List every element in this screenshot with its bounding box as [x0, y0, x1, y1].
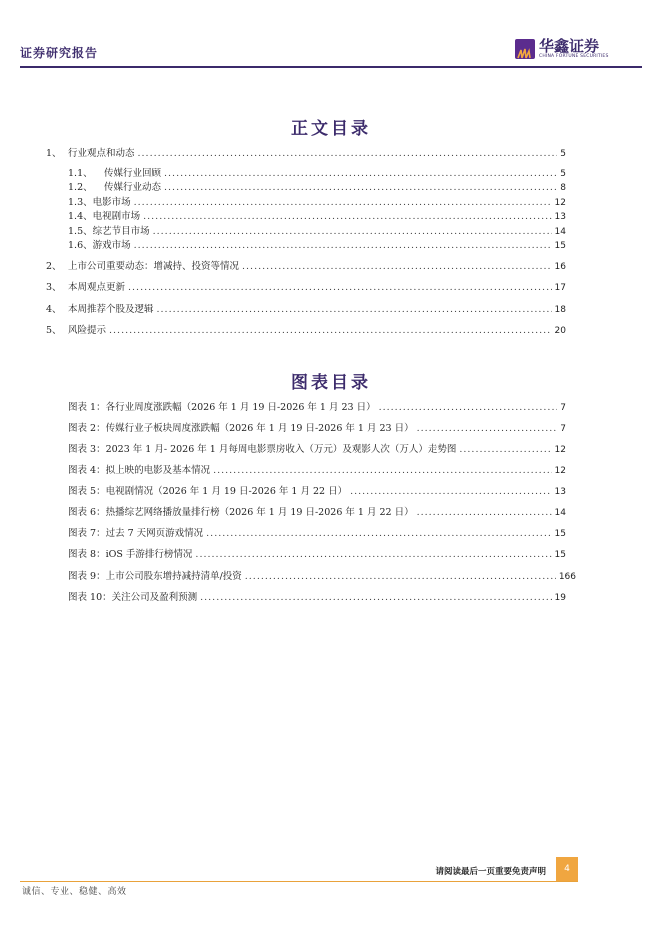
toc-item-label: 电视剧市场 — [92, 211, 141, 222]
toc-leader-dots — [350, 485, 551, 499]
figure-item-page: 166 — [558, 572, 576, 582]
toc-leader-dots — [200, 591, 551, 605]
toc-item[interactable] — [46, 281, 566, 295]
toc-item-number: 1、 — [46, 148, 62, 159]
footer-divider — [20, 881, 578, 882]
toc-item[interactable] — [68, 181, 566, 195]
toc-leader-dots — [195, 548, 551, 562]
toc-item-label: 上市公司重要动态：增减持、投资等情况 — [68, 261, 240, 272]
toc-leader-dots — [134, 239, 552, 253]
figure-item-label: 图表 6：热播综艺网络播放量排行榜（2026 年 1 月 19 日-2026 年 1 月 22 日） — [68, 507, 414, 518]
report-type-label: 证券研究报告 — [20, 46, 99, 60]
figure-item-page: 19 — [554, 593, 566, 603]
toc-item-number: 1.3、 — [68, 197, 93, 208]
toc-leader-dots — [417, 422, 558, 436]
toc-item-number: 1.2、 — [68, 182, 93, 193]
toc-item-number: 1.6、 — [68, 240, 93, 251]
figure-item-label: 图表 3：2023 年 1 月- 2026 年 1 月每周电影票房收入（万元）及观影人次（万人）走势图 — [68, 444, 457, 455]
toc-item-label: 综艺节目市场 — [92, 226, 150, 237]
toc-leader-dots — [242, 260, 552, 274]
toc-item-label: 传媒行业回顾 — [104, 168, 162, 179]
toc-item-label: 传媒行业动态 — [104, 182, 162, 193]
toc-leader-dots — [153, 225, 552, 239]
toc-item-page: 16 — [554, 262, 566, 272]
figure-item-label: 图表 2：传媒行业子板块周度涨跌幅（2026 年 1 月 19 日-2026 年 1 月 23 日） — [68, 423, 414, 434]
toc-item-page: 8 — [560, 183, 566, 193]
toc-item[interactable] — [68, 225, 566, 239]
toc-item-label: 电影市场 — [92, 197, 131, 208]
toc-leader-dots — [164, 181, 557, 195]
toc-title: 正文目录 — [291, 119, 371, 139]
toc-item-number: 2、 — [46, 261, 62, 272]
figure-item[interactable] — [68, 570, 576, 584]
logo-name-en: CHINA FORTUNE SECURITIES — [539, 54, 609, 59]
toc-item[interactable] — [68, 167, 566, 181]
toc-item-label: 本周观点更新 — [68, 282, 126, 293]
figure-item-label: 图表 8：iOS 手游排行榜情况 — [68, 549, 193, 560]
figure-item-label: 图表 1：各行业周度涨跌幅（2026 年 1 月 19 日-2026 年 1 月 23 日） — [68, 402, 376, 413]
figure-item[interactable] — [68, 401, 566, 415]
figure-item-label: 图表 7：过去 7 天网页游戏情况 — [68, 528, 204, 539]
figure-item-label: 图表 5：电视剧情况（2026 年 1 月 19 日-2026 年 1 月 22 日） — [68, 486, 348, 497]
toc-item-number: 3、 — [46, 282, 62, 293]
toc-leader-dots — [138, 147, 558, 161]
figures-title: 图表目录 — [291, 373, 371, 393]
toc-leader-dots — [379, 401, 558, 415]
toc-item-page: 5 — [560, 169, 566, 179]
page-number: 4 — [556, 857, 578, 881]
figure-item-label: 图表 10：关注公司及盈利预测 — [68, 592, 198, 603]
toc-item[interactable] — [46, 260, 566, 274]
toc-item-number: 1.5、 — [68, 226, 93, 237]
toc-item-label: 游戏市场 — [92, 240, 131, 251]
logo-mark-icon — [515, 39, 535, 59]
toc-leader-dots — [109, 324, 552, 338]
toc-item[interactable] — [46, 147, 566, 161]
figure-item[interactable] — [68, 548, 566, 562]
toc-leader-dots — [157, 303, 552, 317]
toc-leader-dots — [417, 506, 552, 520]
toc-leader-dots — [206, 527, 551, 541]
disclaimer-notice: 请阅读最后一页重要免责声明 — [410, 866, 546, 882]
toc-leader-dots — [245, 570, 556, 584]
figure-item-page: 15 — [554, 550, 566, 560]
figure-item-page: 7 — [560, 424, 566, 434]
figure-item[interactable] — [68, 485, 566, 499]
figure-item-label: 图表 4：拟上映的电影及基本情况 — [68, 465, 211, 476]
toc-item-page: 13 — [554, 212, 566, 222]
toc-item-label: 风险提示 — [68, 325, 107, 336]
toc-leader-dots — [128, 281, 552, 295]
toc-item-number: 1.1、 — [68, 168, 93, 179]
toc-item-label: 本周推荐个股及逻辑 — [68, 304, 154, 315]
toc-item-page: 20 — [554, 326, 566, 336]
toc-item[interactable] — [46, 324, 566, 338]
toc-leader-dots — [164, 167, 557, 181]
toc-item-label: 行业观点和动态 — [68, 148, 135, 159]
figure-item-page: 7 — [560, 403, 566, 413]
figure-item-page: 14 — [554, 508, 566, 518]
toc-item-number: 4、 — [46, 304, 62, 315]
toc-leader-dots — [459, 443, 551, 457]
toc-leader-dots — [213, 464, 551, 478]
toc-item-number: 1.4、 — [68, 211, 93, 222]
company-motto: 诚信、专业、稳健、高效 — [22, 887, 127, 897]
toc-item[interactable] — [68, 196, 566, 210]
figure-item[interactable] — [68, 527, 566, 541]
figure-item[interactable] — [68, 443, 566, 457]
toc-leader-dots — [143, 210, 551, 224]
figure-item[interactable] — [68, 506, 566, 520]
figure-item[interactable] — [68, 464, 566, 478]
figure-item-page: 12 — [554, 466, 566, 476]
figure-item-page: 15 — [554, 529, 566, 539]
toc-item-number: 5、 — [46, 325, 62, 336]
toc-item-page: 14 — [554, 227, 566, 237]
figure-item[interactable] — [68, 591, 566, 605]
figure-item-page: 12 — [554, 445, 566, 455]
figure-item[interactable] — [68, 422, 566, 436]
toc-item-page: 5 — [560, 149, 566, 159]
toc-leader-dots — [134, 196, 552, 210]
toc-item[interactable] — [68, 239, 566, 253]
toc-item-page: 17 — [554, 283, 566, 293]
logo-name-cn: 华鑫证券 — [539, 37, 600, 55]
header-divider — [20, 66, 642, 68]
company-logo — [515, 38, 609, 60]
toc-item-page: 12 — [554, 198, 566, 208]
toc-item[interactable] — [68, 210, 566, 224]
figure-item-page: 13 — [554, 487, 566, 497]
toc-item-page: 18 — [554, 305, 566, 315]
toc-item-page: 15 — [554, 241, 566, 251]
figure-item-label: 图表 9：上市公司股东增持减持清单/投资 — [68, 571, 242, 582]
toc-item[interactable] — [46, 303, 566, 317]
